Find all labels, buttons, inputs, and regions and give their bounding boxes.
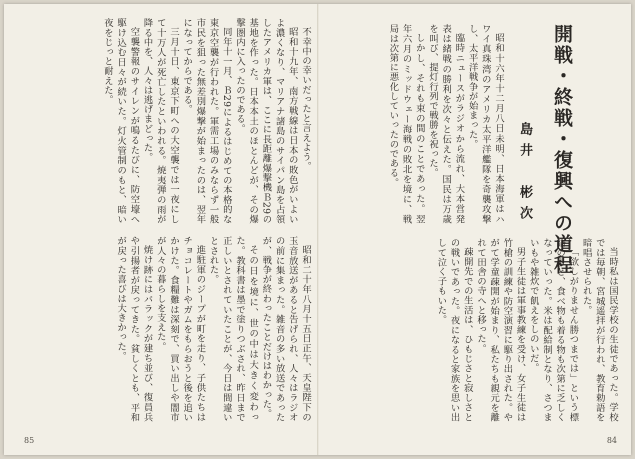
paragraph: 三月十日、東京下町への大空襲では一夜にして十万人が死亡したといわれる。焼夷弾の雨が降る中を、人々は逃げまどった。: [141, 18, 179, 224]
article-author: 島井 彬次: [517, 122, 532, 227]
article-title: 開戦・終戦・復興への道程: [551, 24, 573, 276]
paragraph: 進駐軍のジープが町を走り、子供たちはチョコレートやガムをもらおうと後を追いかけた。食糧難は深刻で、買い出しや闇市が人々の暮らしを支えた。: [154, 236, 206, 422]
paragraph: 疎開先での生活は、ひもじさと寂しさとの戦いであった。夜になると家族を思い出して泣く子もいた。: [435, 238, 473, 422]
paragraph: 焼け跡にはバラックが建ち並び、復員兵や引揚者が戻ってきた。貧しくとも、平和が戻った喜びは大きかった。: [115, 236, 153, 422]
paragraph: 昭和十九年、南方戦線は日本の敗色がいよいよ濃くなり、マリアナ諸島のサイパン島を占領したアメリカ軍は、ここに長距離爆撃機Ｂ29の基地を作った。日本本土のほとんどが、その爆撃圏内に入ったのである。: [233, 18, 298, 224]
paragraph: 空襲警報のサイレンが鳴るたびに、防空壕へ駆け込む日々が続いた。灯火管制のもと、暗い夜をじっと耐えた。: [101, 18, 140, 224]
right-lower-text: [327, 238, 619, 422]
left-page: [4, 4, 317, 455]
book-spread: [4, 4, 631, 455]
paragraph: 昭和二十年八月十五日正午、天皇陛下の玉音放送があると告げられ、人々はラジオの前に集まった。雑音の多い放送であったが、戦争が終わったことだけはわかった。: [260, 236, 311, 422]
left-lower-text: [22, 236, 312, 422]
paragraph: 男子生徒は軍事教練を受け、女子生徒は竹槍の訓練や防空演習に駆り出された。やがて学童疎開が始まり、私たちも親元を離れて田舎の寺へと移った。: [474, 238, 526, 422]
paragraph: 昭和十六年十二月八日未明、日本海軍はハワイ真珠湾のアメリカ太平洋艦隊を奇襲攻撃し、太平洋戦争が始まった。: [466, 24, 504, 224]
right-page-number: 84: [606, 436, 617, 445]
paragraph: 同年十一月、Ｂ29によるはじめての本格的な東京空襲が行われた。軍需工場のみならず一般市民を狙った無差別爆撃が始まったのは、翌年になってからである。: [181, 18, 232, 224]
right-page: [319, 4, 631, 455]
left-upper-text: [22, 18, 312, 224]
paragraph: 当時私は国民学校の生徒であった。学校では毎朝、宮城遥拝が行われ、教育勅語を暗唱させられた。: [580, 238, 618, 422]
paragraph: しかし、それも束の間のことであった。翌年六月のミッドウェー海戦の敗北を境に、戦局は次第に悪化していったのである。: [387, 24, 425, 224]
right-upper-text: [327, 24, 505, 224]
paragraph: 不幸中の幸いだったと言えよう。: [300, 27, 311, 172]
left-page-number: 85: [24, 436, 35, 445]
paragraph: 臨時ニュースがラジオから流れ、大本営発表は緒戦の勝利を次々と伝えた。国民は万歳を叫び、提灯行列で戦勝を祝った。: [426, 24, 465, 224]
paragraph: その日を境に、世の中は大きく変わった。教科書は墨で塗りつぶされ、昨日まで正しいとされていたことが、今日は間違いとされた。: [207, 236, 259, 422]
paragraph: 「欲しがりません勝つまでは」という標語のもと、食べ物も着る物も次第に乏しくなっていった。米は配給制となり、さつまいもや雑炊で飢えをしのいだ。: [527, 238, 579, 422]
